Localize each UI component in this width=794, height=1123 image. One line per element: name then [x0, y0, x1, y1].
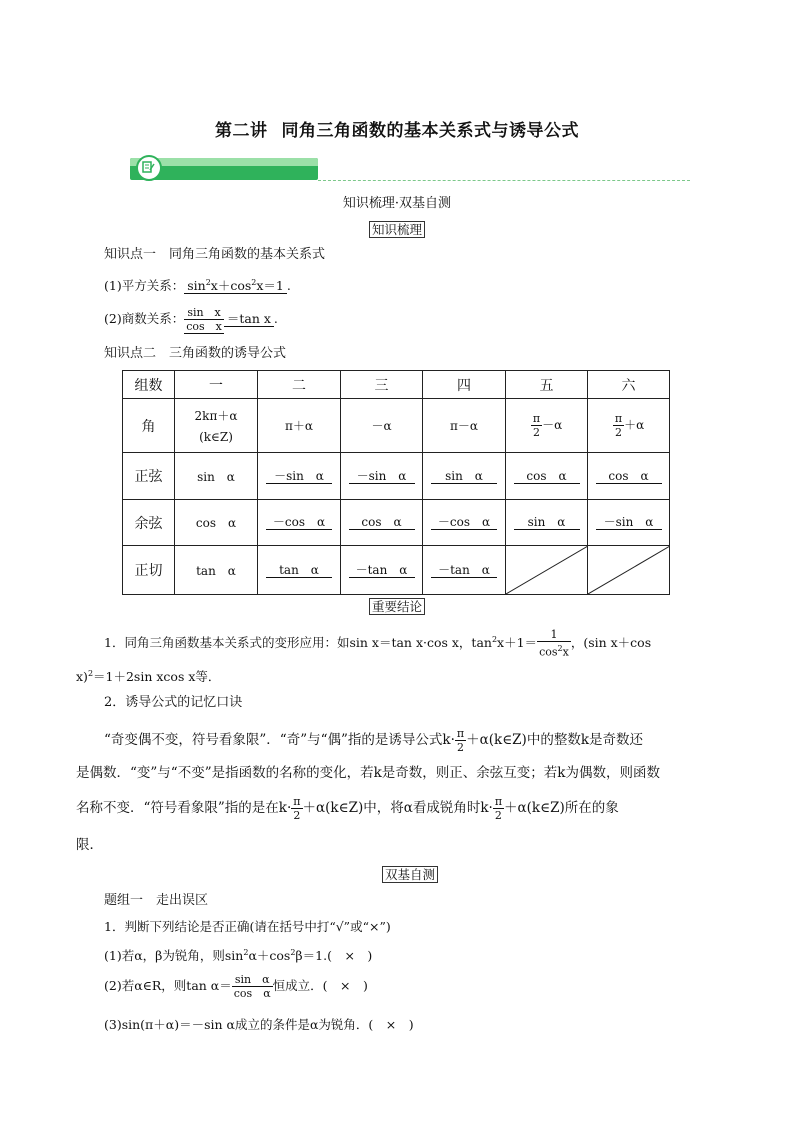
kp1-item2: (2)商数关系： $\frac{\text{sin x}}{\text{cos x}}$ ＝tan x . — [104, 305, 278, 333]
cos-cell: cos α — [175, 500, 258, 546]
page-title — [0, 116, 794, 141]
cos-cell: －cos α — [431, 515, 497, 530]
tag-shuangji-wrap — [0, 866, 794, 883]
conclusion-1: 1．同角三角函数基本关系式的变形应用：如sin x＝tan x·cos x，$\tan^2x+1=$ $\frac{1}{\cos^2x}$ ，(sin x＋cos — [104, 628, 652, 659]
mnemonic-line-1: “奇变偶不变，符号看象限”．“奇”与“偶”指的是诱导公式k· $\frac{\pi}{2}$ ＋α(k∈Z)中的整数k是奇数还 — [104, 727, 644, 754]
conclusion-1-line2: x)$^2$＝1＋2sin xcos x等． — [76, 669, 221, 685]
table-header-row — [123, 371, 670, 399]
kp1-item1: (1)平方关系： $\sin^2x+\cos^2x=1$ . — [104, 278, 291, 294]
table-header-cell: 一 — [175, 371, 258, 399]
angle-cell-4: π－α — [423, 399, 506, 453]
row-label-cos: 余弦 — [123, 500, 175, 546]
tan-cell: －tan α — [349, 563, 415, 578]
tag-zhishi-wrap — [0, 221, 794, 238]
section-banner — [130, 158, 318, 180]
cos-cell: －cos α — [266, 515, 332, 530]
tag-zhongyao: 重要结论 — [369, 598, 425, 615]
sin-cell: sin α — [431, 469, 497, 484]
table-row-cos — [123, 500, 670, 546]
question-1-part-2: (2)若α∈R，则tan α＝ $\frac{\text{sin α}}{\text{cos α}}$ 恒成立．( × ) — [104, 973, 368, 1000]
angle-cell-5: $\frac{\pi}{2}$ －α — [506, 399, 588, 453]
kp1-title: 知识点一 同角三角函数的基本关系式 — [104, 247, 326, 262]
quotient-rhs: ＝tan x — [224, 312, 274, 327]
mnemonic-line-2: 是偶数．“变”与“不变”是指函数的名称的变化，若k是奇数，则正、余弦互变；若k为偶数，则函数 — [76, 765, 660, 781]
sin-cell: sin α — [175, 453, 258, 500]
empty-diagonal-cell — [588, 546, 670, 595]
sin-cell: －sin α — [266, 469, 332, 484]
table-row-tan — [123, 546, 670, 595]
table-header-cell: 四 — [423, 371, 506, 399]
tan-cell: tan α — [266, 563, 332, 578]
square-identity: $\sin^2x+\cos^2x=1$ — [184, 276, 287, 294]
table-header-cell: 三 — [341, 371, 423, 399]
banner-dashed-line — [318, 180, 690, 181]
empty-diagonal-cell — [506, 546, 588, 595]
table-header-cell: 六 — [588, 371, 670, 399]
cos-cell: －sin α — [596, 515, 662, 530]
tag-zhishi: 知识梳理 — [369, 221, 425, 238]
tan-cell: －tan α — [431, 563, 497, 578]
lecture-topic: 同角三角函数的基本关系式与诱导公式 — [281, 121, 579, 141]
pencil-note-icon — [136, 155, 162, 181]
table-header-cell: 二 — [258, 371, 341, 399]
section-header: 知识梳理·双基自测 — [342, 196, 452, 211]
angle-cell-3: －α — [341, 399, 423, 453]
tag-zhongyao-wrap — [0, 598, 794, 615]
angle-cell-6: $\frac{\pi}{2}$ ＋α — [588, 399, 670, 453]
mnemonic-line-3: 名称不变．“符号看象限”指的是在k· $\frac{\pi}{2}$ ＋α(k∈Z)中，将α看成锐角时k· $\frac{\pi}{2}$ ＋α(k∈Z)所在的象 — [76, 795, 619, 822]
table-header-cell: 五 — [506, 371, 588, 399]
kp2-title: 知识点二 三角函数的诱导公式 — [104, 346, 287, 361]
conclusion-2-title: 2．诱导公式的记忆口诀 — [104, 695, 243, 710]
angle-cell-1: 2kπ＋α (k∈Z) — [175, 399, 258, 453]
row-label-tan: 正切 — [123, 546, 175, 595]
mnemonic-line-4: 限． — [76, 837, 103, 853]
table-row-angle — [123, 399, 670, 453]
sin-cell: cos α — [596, 469, 662, 484]
table-row-sin — [123, 453, 670, 500]
tag-shuangji: 双基自测 — [382, 866, 438, 883]
lecture-number: 第二讲 — [215, 121, 268, 141]
question-1-stem: 1．判断下列结论是否正确(请在括号中打“√”或“×”) — [104, 919, 391, 934]
cos-cell: sin α — [514, 515, 580, 530]
table-header-cell: 组数 — [123, 371, 175, 399]
induction-formula-table — [122, 370, 670, 595]
tan-cell: tan α — [175, 546, 258, 595]
row-label-angle: 角 — [123, 399, 175, 453]
question-1-part-3: (3)sin(π＋α)＝－sin α成立的条件是α为锐角．( × ) — [104, 1017, 414, 1032]
cos-cell: cos α — [349, 515, 415, 530]
angle-cell-2: π＋α — [258, 399, 341, 453]
sin-cell: cos α — [514, 469, 580, 484]
quotient-fraction: $\frac{\text{sin x}}{\text{cos x}}$ — [186, 305, 222, 333]
question-1-part-1: (1)若α，β为锐角，则$\sin^2\alpha+\cos^2\beta=1$.( × ) — [104, 948, 373, 964]
group-1-title: 题组一 走出误区 — [104, 893, 209, 908]
row-label-sin: 正弦 — [123, 453, 175, 500]
sin-cell: －sin α — [349, 469, 415, 484]
